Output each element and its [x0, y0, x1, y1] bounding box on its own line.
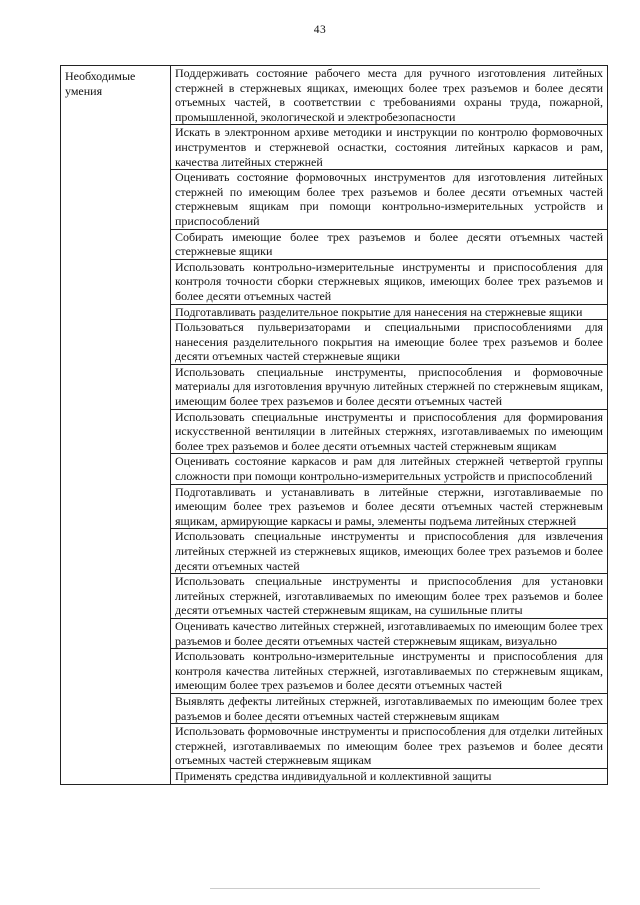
skill-item: Пользоваться пульверизаторами и специальными приспособлениями для нанесения разделительного покрытия на имеющие более трех разъемов и более десяти отъемных частей стержневые ящики	[171, 320, 608, 365]
skill-item: Использовать специальные инструменты, приспособления и формовочные материалы для изготовления вручную литейных стержней по стержневым ящикам, имеющим более трех разъемов и более десяти отъемных частей	[171, 364, 608, 409]
page-number: 43	[313, 24, 327, 36]
skill-item: Использовать специальные инструменты и приспособления для формирования искусственной вентиляции в литейных стержнях, изготавливаемых по имеющим более трех разъемов и более десяти отъемных частей стержневым ящикам	[171, 409, 608, 454]
skill-item: Выявлять дефекты литейных стержней, изготавливаемых по имеющим более трех разъемов и более десяти отъемных частей стержневым ящикам	[171, 693, 608, 723]
skills-table	[60, 65, 608, 785]
table-row	[61, 66, 608, 125]
skill-item: Применять средства индивидуальной и коллективной защиты	[171, 768, 608, 784]
skill-item: Использовать контрольно-измерительные инструменты и приспособления для контроля точности сборки стержневых ящиков, имеющих более трех разъемов и более десяти отъемных частей	[171, 259, 608, 304]
skill-item: Оценивать состояние каркасов и рам для литейных стержней четвертой группы сложности при помощи контрольно-измерительных устройств и приспособлений	[171, 454, 608, 484]
skill-item: Оценивать состояние формовочных инструментов для изготовления литейных стержней по имеющим более трех разъемов и более десяти отъемных частей стержневым ящикам при помощи контрольно-измерительных устройств и приспособлений	[171, 170, 608, 229]
skill-item: Использовать формовочные инструменты и приспособления для отделки литейных стержней, изготавливаемых по имеющим более трех разъемов и более десяти отъемных частей стержневым ящикам	[171, 724, 608, 769]
skill-item: Подготавливать и устанавливать в литейные стержни, изготавливаемые по имеющим более трех разъемов и более десяти отъемных частей стержневым ящикам, армирующие каркасы и рамы, элементы подъема литейных стержней	[171, 484, 608, 529]
skill-item: Поддерживать состояние рабочего места для ручного изготовления литейных стержней в стержневых ящиках, имеющих более трех разъемов и более десяти отъемных частей, в соответствии с требованиями охраны труда, пожарной, промышленной, экологической и электробезопасности	[171, 66, 608, 125]
skill-item: Искать в электронном архиве методики и инструкции по контролю формовочных инструментов и стержневой оснастки, состояния литейных каркасов и рам, качества литейных стержней	[171, 125, 608, 170]
skill-item: Оценивать качество литейных стержней, изготавливаемых по имеющим более трех разъемов и более десяти отъемных частей стержневым ящикам, визуально	[171, 618, 608, 648]
skills-table-body	[61, 66, 608, 785]
required-skills-label: Необходимые умения	[61, 66, 171, 785]
skill-item: Использовать специальные инструменты и приспособления для установки литейных стержней, изготавливаемых по имеющим более трех разъемов и более десяти отъемных частей стержневым ящикам, на сушильные плиты	[171, 574, 608, 619]
skill-item: Собирать имеющие более трех разъемов и более десяти отъемных частей стержневые ящики	[171, 229, 608, 259]
bottom-scan-line	[210, 888, 540, 889]
skill-item: Использовать специальные инструменты и приспособления для извлечения литейных стержней из стержневых ящиков, имеющих более трех разъемов и более десяти отъемных частей	[171, 529, 608, 574]
skill-item: Подготавливать разделительное покрытие для нанесения на стержневые ящики	[171, 304, 608, 320]
skill-item: Использовать контрольно-измерительные инструменты и приспособления для контроля качества литейных стержней, изготавливаемых по стержневым ящикам, имеющим более трех разъемов и более десяти отъемных частей	[171, 649, 608, 694]
